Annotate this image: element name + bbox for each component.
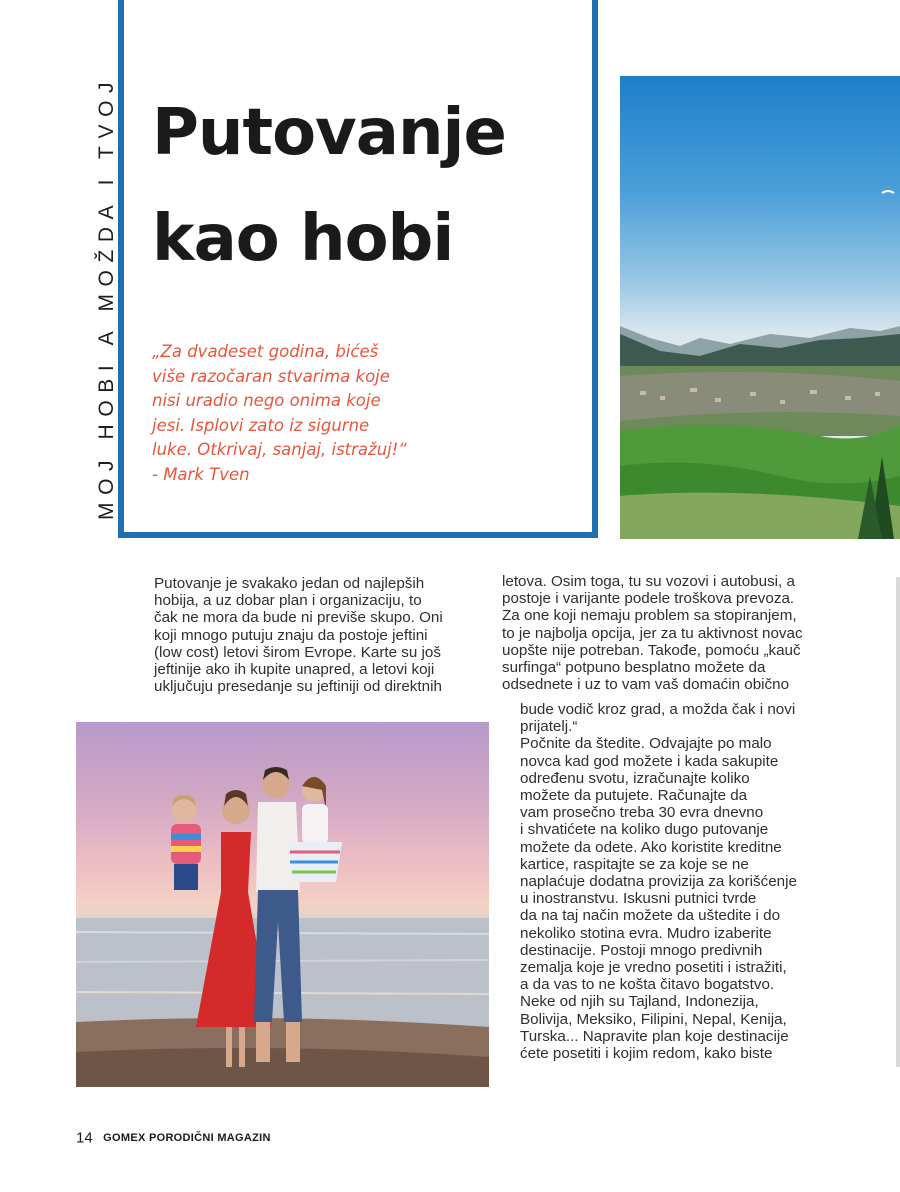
text-line: možete da putujete. Računajte da xyxy=(520,787,748,805)
text-line: a da vas to ne košta čitavo bogatstvo. xyxy=(520,976,775,994)
text-line: uključuju presedanje su jeftiniji od direktnih xyxy=(154,678,442,696)
text-line: Za one koji nemaju problem sa stopiranjem, xyxy=(502,607,797,625)
text-line: određenu svotu, izračunajte koliko xyxy=(520,769,750,787)
text-line: novca kad god možete i kada sakupite xyxy=(520,752,779,770)
text-line: letova. Osim toga, tu su vozovi i autobusi, a xyxy=(502,573,795,590)
quote-line: luke. Otkrivaj, sanjaj, istražuj!“ xyxy=(152,440,407,459)
quote-line: više razočaran stvarima koje xyxy=(152,366,390,386)
text-line: nekoliko stotina evra. Mudro izaberite xyxy=(520,924,772,942)
text-line: bude vodič kroz grad, a možda čak i novi xyxy=(520,701,796,718)
text-line: koji mnogo putuju znaju da postoje jeftini xyxy=(154,626,428,644)
text-line: u inostranstvu. Iskusni putnici tvrde xyxy=(520,890,757,908)
section-label: MOJ HOBI A MOŽDA I TVOJ xyxy=(95,74,118,520)
text-line: destinacije. Postoji mnogo predivnih xyxy=(520,941,763,959)
quote-line: „Za dvadeset godina, bićeš xyxy=(152,342,379,361)
text-line: Neke od njih su Tajland, Indonezija, xyxy=(520,993,759,1011)
landscape-photo xyxy=(620,76,900,539)
headline-line: kao hobi xyxy=(152,202,454,276)
text-line: zemalja koje je vredno posetiti i istražiti, xyxy=(520,959,787,977)
article-column-right-top xyxy=(502,573,803,693)
text-line: uopšte nije potreban. Takođe, pomoću „kauč xyxy=(502,641,801,659)
text-line: čak ne mora da bude ni previše skupo. Oni xyxy=(154,609,443,627)
page-edge-mark xyxy=(896,577,900,1067)
text-line: vam prosečno treba 30 evra dnevno xyxy=(520,804,764,822)
article-column-left xyxy=(154,575,443,695)
text-line: hobija, a uz dobar plan i organizaciju, to xyxy=(154,592,422,610)
text-line: Bolivija, Meksiko, Filipini, Nepal, Kenija, xyxy=(520,1010,787,1028)
text-line: Počnite da štedite. Odvajajte po malo xyxy=(520,735,772,753)
text-line: da na taj način možete da uštedite i do xyxy=(520,907,781,925)
magazine-name: GOMEX PORODIČNI MAGAZIN xyxy=(103,1131,271,1144)
text-line: Turska... Napravite plan koje destinacije xyxy=(520,1027,789,1045)
text-line: kartice, raspitajte se za koje se ne xyxy=(520,855,749,873)
text-line: ćete posetiti i kojim redom, kako biste xyxy=(520,1045,773,1063)
page-footer xyxy=(76,1129,271,1147)
quote-author: - Mark Tven xyxy=(152,464,250,484)
text-line: Putovanje je svakako jedan od najlepših xyxy=(154,575,425,592)
pull-quote xyxy=(152,340,442,487)
text-line: (low cost) letovi širom Evrope. Karte su još xyxy=(154,643,441,661)
family-photo xyxy=(76,722,489,1087)
text-line: i shvatićete na koliko dugo putovanje xyxy=(520,821,769,839)
text-line: odsednete i uz to vam vaš domaćin obično xyxy=(502,676,790,694)
text-line: to je najbolja opcija, jer za tu aktivnost novac xyxy=(502,624,803,642)
text-line: postoje i varijante podele troškova prevoza. xyxy=(502,590,795,608)
text-line: prijatelj.“ xyxy=(520,718,578,736)
text-line: jeftinije ako ih kupite unapred, a letovi koji xyxy=(154,661,435,679)
headline xyxy=(152,80,506,292)
text-line: možete da odete. Ako koristite kreditne xyxy=(520,838,782,856)
quote-line: nisi uradio nego onima koje xyxy=(152,391,381,410)
quote-line: jesi. Isplovi zato iz sigurne xyxy=(152,415,370,435)
text-line: naplaćuje dodatna provizija za korišćenje xyxy=(520,873,797,891)
page-number: 14 xyxy=(76,1129,93,1147)
article-column-right xyxy=(520,701,797,1062)
headline-line: Putovanje xyxy=(152,96,506,170)
text-line: surfinga“ potpuno besplatno možete da xyxy=(502,659,766,677)
